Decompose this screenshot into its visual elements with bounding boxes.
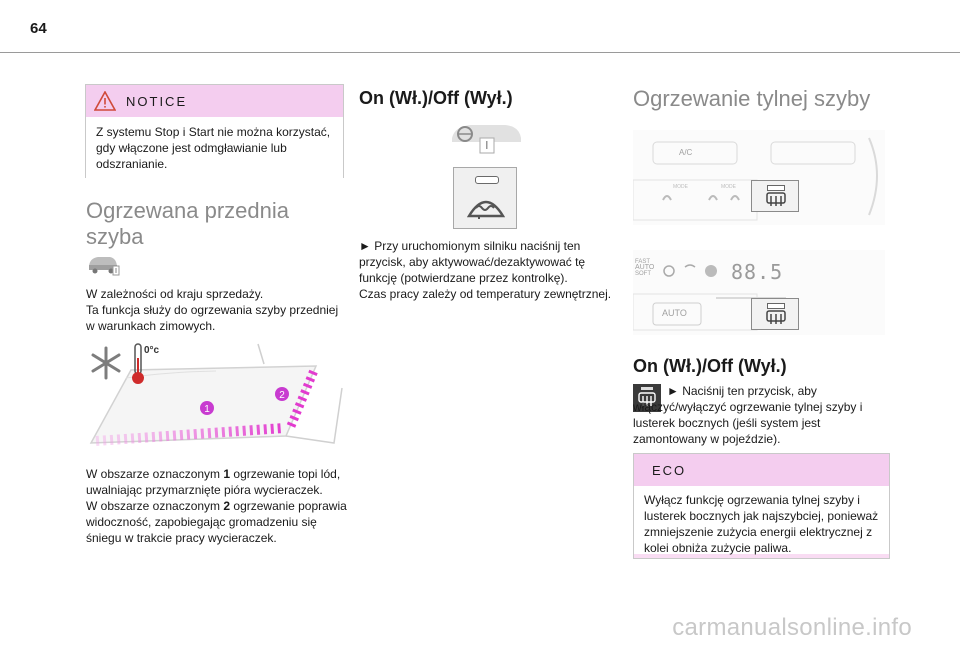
front-defrost-button[interactable]	[453, 167, 517, 229]
marker-1: 1	[204, 404, 210, 415]
front-onoff-note: Czas pracy zależy od temperatury zewnętrznej.	[359, 287, 612, 301]
watermark: carmanualsonline.info	[672, 614, 912, 641]
front-onoff-text	[359, 238, 621, 302]
control-panel-1	[633, 130, 885, 225]
temp-label: 0°c	[144, 345, 160, 356]
onoff-heading-front: On (Wł.)/Off (Wył.)	[359, 88, 513, 108]
warning-icon	[94, 91, 116, 111]
snowflake-icon	[93, 348, 119, 378]
indicator-light	[767, 303, 785, 309]
notice-header	[86, 85, 343, 117]
rear-defrost-button-panel2[interactable]	[751, 298, 799, 330]
auto-button[interactable]: AUTO	[662, 308, 687, 318]
ac-label: A/C	[679, 148, 693, 157]
front-defrost-icon	[467, 190, 505, 222]
notice-text: Z systemu Stop i Start nie można korzystać, gdy włączone jest odmgławianie lub odszranianie.	[86, 117, 343, 178]
header-divider	[0, 52, 960, 53]
marker-2: 2	[279, 390, 285, 401]
rear-onoff-text: ► Naciśnij ten przycisk, aby włączyć/wyłączyć ogrzewanie tylnej szyby i lusterek bocznych (jeśli system jest zamontowany w pojeździe).	[633, 384, 863, 446]
windscreen-symbol-icon	[449, 120, 523, 154]
rear-defrost-icon	[766, 310, 786, 326]
auto-soft-labels: FAST AUTO SOFT	[635, 259, 655, 277]
temperature-display: 88.5	[731, 260, 784, 284]
indicator-light	[767, 185, 785, 191]
front-intro-line2: Ta funkcja służy do ogrzewania szyby przedniej w warunkach zimowych.	[86, 303, 339, 333]
onoff-heading-rear: On (Wł.)/Off (Wył.)	[633, 356, 787, 376]
front-intro-line1: W zależności od kraju sprzedaży.	[86, 287, 264, 301]
thermometer-icon	[132, 344, 144, 384]
car-country-icon	[86, 252, 120, 276]
eco-text: Wyłącz funkcję ogrzewania tylnej szyby i lusterek bocznych jak najszybciej, ponieważ zmniejszenie zużycia energii elektrycznej z kolei obniża zużycie paliwa.	[634, 486, 889, 554]
front-intro	[86, 286, 344, 334]
desc-zone-2: W obszarze oznaczonym 2 ogrzewanie poprawia widoczność, zapobiegając gromadzeniu się śniegu w trakcie pracy wycieraczek.	[86, 499, 347, 545]
page-number: 64	[30, 20, 47, 37]
rear-defrost-button-panel1[interactable]	[751, 180, 799, 212]
desc-zone-1: W obszarze oznaczonym 1 ogrzewanie topi lód, uwalniając przymarznięte pióra wycieraczek.	[86, 467, 341, 497]
front-onoff-instruction: ► Przy uruchomionym silniku naciśnij ten przycisk, aby aktywować/dezaktywować tę funkcję (potwierdzane przez kontrolkę).	[359, 239, 586, 285]
windshield-illustration	[86, 338, 344, 458]
control-panel-2	[633, 250, 885, 335]
rear-defrost-icon	[766, 192, 786, 208]
mode-label-2: MODE	[721, 184, 736, 190]
mode-label-1: MODE	[673, 184, 688, 190]
eco-header	[634, 454, 889, 486]
notice-box	[85, 84, 344, 178]
eco-box	[633, 453, 890, 559]
front-description	[86, 466, 352, 546]
section-heading-rear: Ogrzewanie tylnej szyby	[633, 86, 871, 111]
notice-title: NOTICE	[126, 93, 188, 109]
eco-title: ECO	[652, 462, 687, 478]
indicator-light	[475, 176, 499, 184]
section-heading-front: Ogrzewana przednia szyba	[86, 198, 290, 249]
